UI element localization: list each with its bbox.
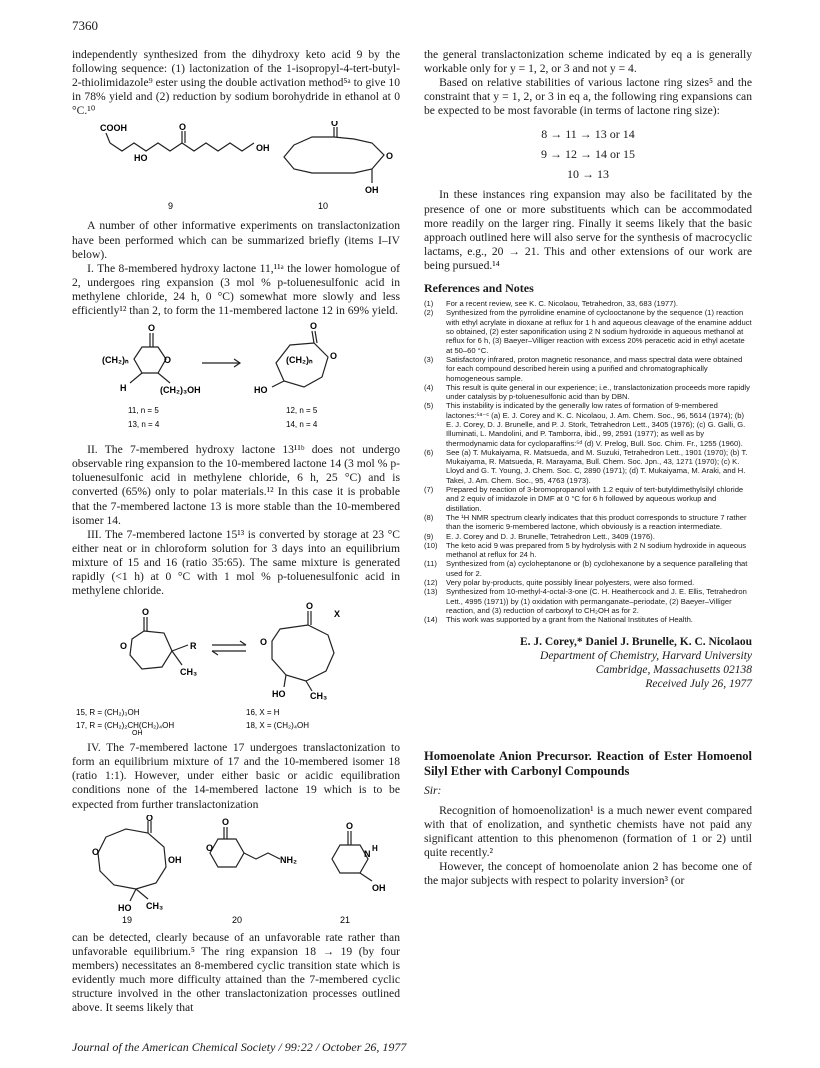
atom-label: O: [306, 601, 314, 612]
paragraph: Recognition of homoenolization¹ is a much newer event compared with that of enolization, and synthetic chemists have not paid any significant attention to this phenomenon (formation of 1 or 2) until quite recently.²: [424, 803, 752, 859]
equation: 8 → 11 → 13 or 14: [541, 127, 635, 142]
salutation: Sir:: [424, 783, 442, 797]
atom-label: (CH₂)ₙ: [102, 355, 129, 366]
atom-label: H: [120, 383, 127, 394]
compound-caption: 17, R = (CH₂)₂CH(CH₂)₄OH: [76, 721, 175, 731]
reference-item: (6) See (a) T. Mukaiyama, R. Matsueda, and M. Suzuki, Tetrahedron Lett., 1901 (1970); (b) T. Mukaiyama, R. Matsueda, R. Marayama, Bull. Chem. Soc. Jpn., 43, 1271 (1970); (c) K. Lloyd and G. T. Young, J. Chem. Soc. C, 2890 (1971); (d) T. Mukaiyama, M. Araki, and H. Takei, J. Am. Chem. Soc., 95, 4763 (1973).: [424, 447, 748, 485]
references-list: [424, 299, 752, 624]
reference-item: (1) For a recent review, see K. C. Nicolaou, Tetrahedron, 33, 683 (1977).: [424, 299, 679, 309]
paragraph: II. The 7-membered hydroxy lactone 13¹¹ᵇ does not undergo observable ring expansion to the 10-membered lactone 14 (3 mol % p-toluenesulfonic acid in methylene chloride, 6 h, 25 °C) and is converted (65%) only to polar materials.¹² In this case it is probable that the 7-membered lactone 13 is more stable than the 10-membered isomer 14.: [72, 443, 400, 527]
atom-label: O: [222, 816, 230, 827]
reference-item: (5) This instability is indicated by the generally low rates of formation of 9-membered lactones:⁵ᵃ⁻ᶜ (a) E. J. Corey and K. C. Nicolaou, J. Am. Chem. Soc., 96, 5614 (1974); (b) E. J. Corey, D. J. Brunelle, and P. J. Stork, Tetrahedron Lett., 3405 (1976); (c) G. Galli, G. Illuminati, L. Mandolini, and P. Tamborra, ibid., 99, 2591 (1977); as well as by thermodynamic data for cycloparaffins:⁵ᵈ (d) V. Prelog, Bull. Soc. Chim. Fr., 1255 (1960).: [424, 401, 746, 448]
compound-number: 19: [122, 914, 133, 925]
reference-item: (3) Satisfactory infrared, proton magnetic resonance, and mass spectral data were obtained for each compound described herein using a purified and chromatographically homogeneous sample.: [424, 354, 743, 383]
compound-caption: 13, n = 4: [128, 420, 160, 430]
atom-label: O: [146, 814, 154, 823]
right-column: [424, 48, 752, 888]
structures-19-21: [72, 815, 400, 925]
journal-footer: Journal of the American Chemical Society / 99:22 / October 26, 1977: [72, 1040, 407, 1054]
atom-label: OH: [256, 143, 270, 154]
atom-label: HO: [272, 689, 286, 700]
atom-label: O: [120, 641, 128, 652]
reference-item: (10) The keto acid 9 was prepared from 5 by hydrolysis with 2 N sodium hydroxide in aqueous methanol at reflux for 24 h.: [424, 540, 747, 560]
paragraph: In these instances ring expansion may also be facilitated by the presence of one or more substituents which can be accommodated more readily on the larger ring. Finally it seems likely that the basic approach outlined here will also serve for the synthesis of macrocyclic lactams, e.g., 20 → 21. This and other extensions of our work are being pursued.¹⁴: [424, 188, 752, 272]
atom-label: O: [330, 351, 338, 362]
reference-item: (7) Prepared by reaction of 3-bromopropanol with 1.2 equiv of tert-butyldimethylsilyl chloride and 2 equiv of imidazole in DMF at 0 °C for 6 h followed by aqueous workup and distillation.: [424, 485, 744, 513]
structures-15-18: [72, 601, 400, 735]
compound-caption: 16, X = H: [246, 708, 280, 718]
compound-number: 10: [318, 201, 329, 212]
structures-9-10: [72, 121, 400, 213]
atom-label: O: [206, 842, 214, 853]
atom-label: O: [92, 846, 100, 857]
atom-label: O: [179, 122, 187, 133]
received-date: Received July 26, 1977: [645, 677, 752, 690]
compound-caption: 18, X = (CH₂)₄OH: [246, 721, 310, 731]
atom-label: CH₃: [180, 667, 198, 678]
atom-label: N: [364, 848, 371, 859]
reference-item: (13) Synthesized from 10-methyl-4-octal-3-one (C. H. Heathercock and J. E. Ellis, Tetrahedron Lett., 4995 (1971)) by (1) oxidation with permanganate–periodate, (2) Baeyer–Villiger reaction, and (3) reduction of carboxyl to CH₂OH as for 2.: [424, 587, 747, 615]
paragraph: III. The 7-membered lactone 15¹³ is converted by storage at 23 °C either neat or in chloroform solution for 3 days into an equilibrium mixture of 15 and 16 (ratio 35:65). The same mixture is generated rapidly (<1 h) at 0 °C with 1 mol % p-toluenesulfonic acid in methylene chloride.: [72, 527, 400, 598]
equation: 9 → 12 → 14 or 15: [541, 147, 635, 162]
atom-label: CH₃: [146, 900, 164, 911]
atom-label: O: [331, 121, 339, 129]
reference-item: (11) Synthesized from (a) cycloheptanone or (b) cyclohexanone by a sequence paralleling that used for 2.: [424, 559, 748, 578]
atom-label: CH₃: [310, 691, 328, 702]
reference-item: (12) Very polar by-products, quite possibly linear polyesters, were also formed.: [424, 578, 695, 588]
compound-number: 20: [232, 914, 243, 925]
ring-expansion-equations: [424, 124, 752, 184]
atom-label: (CH₂)ₙ: [286, 355, 313, 366]
atom-label: HO: [254, 385, 268, 396]
references-heading: References and Notes: [424, 281, 534, 296]
paragraph: A number of other informative experiments on translactonization have been performed which can be summarized briefly (items I–IV below).: [72, 219, 400, 261]
compound-caption: OH: [132, 730, 143, 736]
article-title: Homoenolate Anion Precursor. Reaction of Ester Homoenol Silyl Ether with Carbonyl Compounds: [424, 748, 752, 778]
reference-item: (2) Synthesized from the pyrrolidine enamine of cyclooctanone by the sequence (1) reaction with ethyl acrylate in dioxane at reflux for 1 h and aqueous cleavage of the enamine adduct so obtained, (2) ester saponification using 2 N sodium hydroxide in aqueous methanol at reflux for 6 h, (3) Baeyer–Villiger reaction with excess 20% peracetic acid in ethyl acetate at 50–60 °C.: [424, 308, 752, 355]
atom-label: X: [334, 609, 341, 620]
atom-label: NH₂: [280, 854, 297, 865]
paragraph: the general translactonization scheme indicated by eq a is generally workable only for y = 1, 2, or 3 and not y = 4.: [424, 48, 752, 76]
atom-label: O: [142, 607, 150, 618]
atom-label: COOH: [100, 123, 127, 134]
reference-item: (14) This work was supported by a grant from the National Institutes of Health.: [424, 615, 693, 625]
left-column: [72, 48, 400, 1015]
atom-label: O: [386, 151, 394, 162]
atom-label: O: [148, 323, 156, 334]
atom-label: OH: [365, 185, 379, 196]
page-number: 7360: [72, 18, 98, 33]
paragraph: IV. The 7-membered lactone 17 undergoes translactonization to form an equilibrium mixture of 17 and the 10-membered isomer 18 (ratio 1:1). However, under either basic or acidic equilibration conditions none of the 14-membered lactone 19 which is to be expected from further translactonization: [72, 741, 400, 811]
reference-item: (4) This result is quite general in our experience; i.e., translactonization proceeds more rapidly under catalysis by p-toluenesulfonic acid than by DBN.: [424, 382, 750, 402]
compound-number: 9: [168, 201, 174, 212]
affiliation: Department of Chemistry, Harvard University: [540, 649, 752, 662]
affiliation: Cambridge, Massachusetts 02138: [595, 663, 752, 676]
atom-label: O: [310, 321, 318, 332]
atom-label: OH: [168, 854, 182, 865]
atom-label: H: [372, 843, 378, 853]
reference-item: (9) E. J. Corey and D. J. Brunelle, Tetrahedron Lett., 3409 (1976).: [424, 531, 655, 541]
atom-label: HO: [118, 902, 132, 913]
paragraph: Based on relative stabilities of various lactone ring sizes⁵ and the constraint that y = 1, 2, or 3 in eq a, the following ring expansions can be expected to be most favorable (in terms of lactone ring size):: [424, 76, 752, 118]
paragraph: However, the concept of homoenolate anion 2 has become one of the major subjects with respect to polarity inversion³ (or: [424, 860, 752, 888]
atom-label: (CH₂)₃OH: [160, 385, 201, 396]
reference-item: (8) The ¹H NMR spectrum clearly indicates that this product corresponds to structure 7 rather than the isomeric 9-membered lactone, which obviously is a reaction intermediate.: [424, 512, 747, 532]
paragraph: independently synthesized from the dihydroxy keto acid 9 by the following sequence: (1) lactonization of the 1-isopropyl-4-tert-butyl-2-thiolimidazole⁹ ester using the double activation method⁵ᵃ to give 10 in 78% yield and (2) reduction by sodium borohydride in ethanol at 0 °C.¹⁰: [72, 48, 400, 118]
structures-11-12: [72, 321, 400, 437]
atom-label: OH: [372, 882, 386, 893]
author-list: E. J. Corey,* Daniel J. Brunelle, K. C. Nicolaou: [519, 635, 752, 648]
compound-caption: 12, n = 5: [286, 406, 318, 416]
atom-label: HO: [134, 153, 148, 164]
compound-caption: 14, n = 4: [286, 420, 318, 430]
paragraph: I. The 8-membered hydroxy lactone 11,¹¹ᵃ the lower homologue of 2, undergoes ring expansion (3 mol % p-toluenesulfonic acid in methylene chloride, 24 h, 0 °C) somewhat more slowly and less efficiently¹² than 2, to form the 11-membered lactone 12 in 69% yield.: [72, 261, 400, 318]
atom-label: R: [190, 641, 197, 652]
equation: 10 → 13: [567, 167, 609, 182]
compound-caption: 15, R = (CH₂)₃OH: [76, 708, 140, 718]
atom-label: O: [346, 820, 354, 831]
paragraph: can be detected, clearly because of an unfavorable rate rather than unfavorable equilibrium.⁵ The ring expansion 18 → 19 (by four members) necessitates an 8-membered cyclic transition state which is evidently much more difficulty attained than the 7-membered cyclic structure involved in the other translactonization processes outlined above. It seems likely that: [72, 930, 400, 1015]
compound-caption: 11, n = 5: [128, 406, 159, 416]
atom-label: O: [260, 637, 268, 648]
atom-label: O: [164, 355, 172, 366]
compound-number: 21: [340, 914, 351, 925]
